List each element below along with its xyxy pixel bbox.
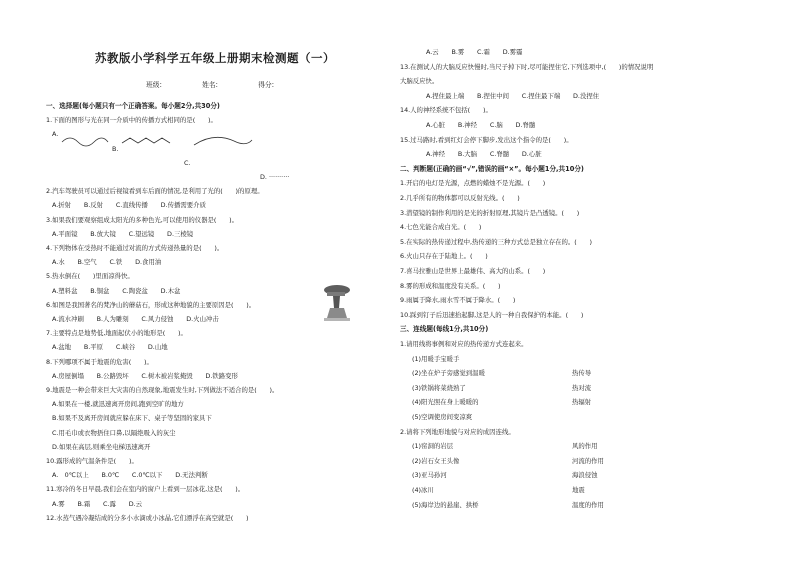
section-heading: 二、判断题(正确的画“√”,错误的画“×”。每小题1分,共10分)	[400, 164, 584, 173]
question-line: 3.潜望镜的制作利用的是光的折射原理,其镜片是凸透镜。( )	[400, 208, 580, 217]
question-line: A.折射 B.反射 C.直线传播 D.传播需要介质	[52, 201, 206, 210]
question-line: D.如果在高层,则乘坐电梯迅速离开	[52, 442, 151, 451]
match-option: 热传导	[572, 369, 592, 378]
question-line: 4.七色光能合成白光。( )	[400, 223, 482, 232]
match-option: 地震	[572, 486, 585, 494]
question-line: 7.喜马拉雅山是世界上最雄伟、高大的山系。( )	[400, 267, 546, 275]
question-line: A. 0℃以上 B.0℃ C.0℃以下 D.无法判断	[52, 471, 208, 480]
question-line: 10.露形成的气温条件是( )。	[46, 457, 138, 465]
page-title: 苏教版小学科学五年级上册期末检测题（一）	[95, 51, 335, 65]
question-line: (2)岩石女王头像	[412, 456, 460, 465]
score-label: 得分:	[258, 81, 275, 89]
question-line: (2)坐在炉子旁感觉到温暖	[412, 369, 485, 378]
question-line: 3.如果我们要观察组成太阳光的多种色光,可以使用的仪器是( )。	[46, 215, 239, 224]
question-line: A.神经 B.大脑 C.脊髓 D.心脏	[426, 150, 542, 159]
question-line: (4)冰川	[412, 486, 434, 494]
question-line: 15.过马路时,看到红灯会停下脚步,发出这个指令的是( )。	[400, 135, 573, 144]
question-line: 10.踩到钉子后迅速抬起脚,这是人的一种自我保护的本能。( )	[400, 310, 584, 319]
question-line: A.如果在一楼,就迅速离开房间,跑到空旷的地方	[52, 400, 184, 409]
question-line: 12.水蒸气遇冷凝结成的分多小水滴或小冰晶,它们漂浮在高空就是( )	[46, 513, 249, 522]
match-option: 热辐射	[572, 398, 592, 407]
question-line: A.水 B.空气 C.铁 D.食用油	[52, 258, 162, 267]
question-line: 5.在实际的热传递过程中,热传递的三种方式总是独立存在的。( )	[400, 237, 593, 246]
question-line: A.流水冲刷 B.人为雕刻 C.风力侵蚀 D.火山冲击	[52, 315, 219, 323]
question-line: B.	[112, 144, 119, 153]
question-line: 13.在测试人的大脑反应快慢时,当尺子掉下时,尽可能捏住它,下列选项中,( )的情况说明	[400, 62, 654, 71]
mushroom-rock-image	[322, 284, 352, 322]
question-line: A.盆地 B.平原 C.峡谷 D.山地	[52, 343, 168, 352]
match-option: 河流的作用	[572, 456, 604, 465]
question-line: 7.主要特点是地势低,地面起伏小的地形是( )。	[46, 329, 187, 338]
question-line: 1.开启的电灯是光源，点燃的蜡烛不是光源。( )	[400, 179, 546, 188]
question-line: 1.下面的图形与光在同一介质中的传播方式相同的是( )。	[46, 116, 217, 125]
question-line: (3)铁锅将菜烧熟了	[412, 383, 466, 392]
question-line: A.塑料盆 B.铜盆 C.陶瓷盆 D.木盆	[52, 286, 181, 295]
question-line: 2.几乎所有的物体都可以反射光线。( )	[400, 194, 520, 202]
q1-option-b-zigzag-icon	[122, 138, 170, 143]
match-option: 海浪侵蚀	[572, 471, 598, 480]
question-line: A.云 B.雾 C.霜 D.雾霾	[426, 48, 523, 56]
question-line: (5)海岸边的悬崖、拱桥	[412, 500, 479, 509]
question-line: 5.热水倒在( )里面凉得快。	[46, 272, 134, 281]
question-line: (5)空调使房间变凉爽	[412, 413, 473, 421]
question-line: 2.请将下列地形地貌与对应的成因连线。	[400, 427, 515, 436]
section-heading: 三、连线题(每线1分,共10分)	[400, 325, 489, 334]
question-line: A.	[52, 130, 59, 139]
question-line: A.房屋倒塌 B.公路毁坏 C.树木被岩浆掩毁 D.铁路变形	[52, 371, 238, 380]
question-line: (1)窑洞的岩层	[412, 442, 454, 451]
question-line: 大脑反应快。	[400, 77, 439, 86]
question-line: (4)阳光照在身上暖暖的	[412, 398, 479, 407]
class-label: 班级:	[146, 81, 162, 89]
question-line: A.雾 B.霜 C.露 D.云	[52, 499, 143, 508]
question-line: 1.请用线将事例和对应的热传递方式连起来。	[400, 340, 528, 348]
match-option: 风的作用	[572, 442, 598, 451]
question-line: 11.寒冷的冬日早晨,我们会在室内的窗户上看到一层冰花,这是( )。	[46, 485, 245, 494]
name-label: 姓名:	[202, 81, 218, 89]
question-line: 2.汽车驾驶员可以通过后视镜看到车后面的情况,是利用了光的( )的原理。	[46, 187, 264, 196]
question-line: 14.人的神经系统不包括( )。	[400, 106, 492, 115]
question-line: 9.雨属于降水,雨水雪不属于降水。( )	[400, 296, 516, 305]
question-line: (1)用暖手宝暖手	[412, 354, 460, 363]
match-option: 温度的作用	[572, 500, 604, 509]
question-line: 8.下列哪项不属于地震的危害( )。	[46, 357, 153, 366]
question-line: 4.下列物体在受热时不能通过对流的方式传递热量的是( )。	[46, 244, 224, 252]
question-line: 6.如图是我国著名的梵净山的蘑菇石，形成这种地貌的主要原因是( )。	[46, 300, 256, 309]
q1-option-c-curve-icon	[194, 137, 252, 145]
student-info-line	[146, 79, 312, 89]
question-line: C.用毛巾或衣物捂住口鼻,以隔绝吸入的灰尘	[52, 428, 176, 437]
question-line: (3)亚马孙河	[412, 471, 447, 480]
question-line: C.	[184, 158, 191, 167]
question-line: D. ··········	[260, 173, 290, 181]
q1-option-a-wave-icon	[62, 138, 108, 146]
match-option: 热对流	[572, 383, 592, 392]
question-line: B.如果不及离开房间就应躲在床下、桌子等坚固的家具下	[52, 414, 212, 423]
question-line: 8.雾的形成和温度没有关系。( )	[400, 281, 501, 290]
question-line: A.平面镜 B.放大镜 C.望远镜 D.三棱镜	[52, 229, 194, 238]
question-line: A.心脏 B.神经 C.脑 D.脊髓	[426, 121, 536, 129]
section-heading: 一、选择题(每小题只有一个正确答案。每小题2分,共30分)	[46, 102, 220, 110]
question-line: A.捏住最上端 B.捏住中间 C.捏住最下端 D.没捏住	[426, 91, 600, 100]
question-line: 9.地震是一种会带来巨大灾害的自然现象,地震发生时,下列做法不适合的是( )。	[46, 386, 279, 394]
question-line: 6.火山只存在于陆地上。( )	[400, 252, 488, 261]
